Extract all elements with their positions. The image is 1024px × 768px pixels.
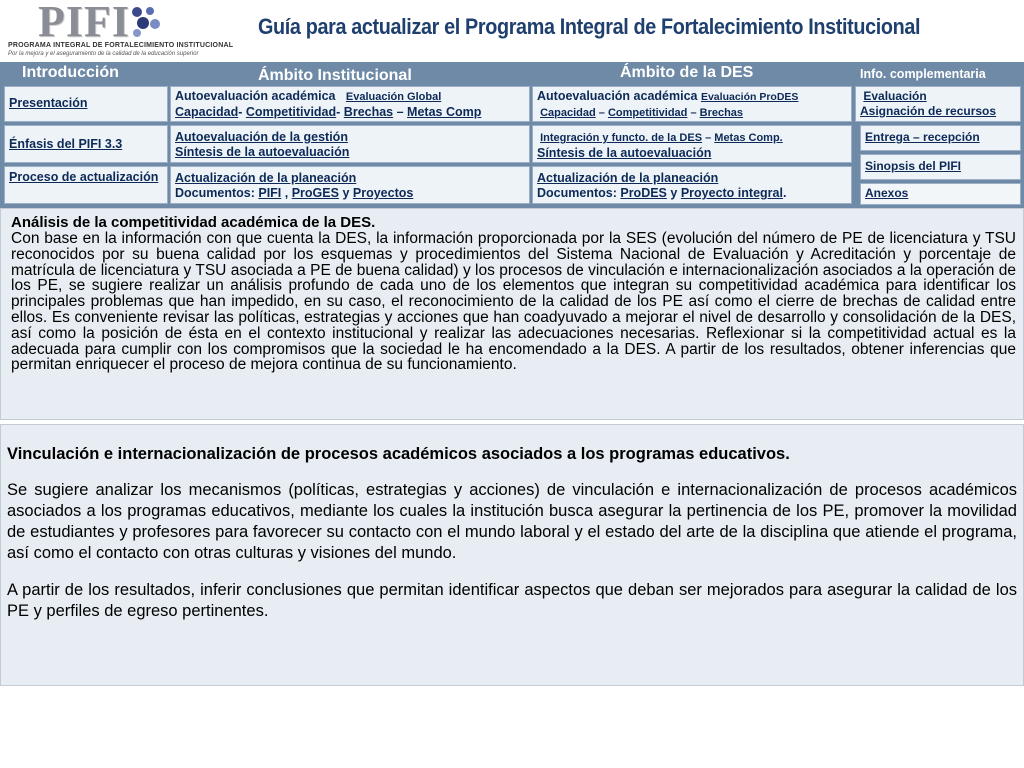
nav-inst-autoevaluacion: Autoevaluación académica Evaluación Global Capacidad- Competitividad- Brechas – Metas Comp [170,86,530,122]
logo-subtitle: PROGRAMA INTEGRAL DE FORTALECIMIENTO INSTITUCIONAL [8,42,234,49]
nav-header-info-complementaria[interactable]: Info. complementaria [860,67,986,81]
nav-info-evaluacion [855,86,1021,122]
competitividad-text: Con base en la información con que cuenta la DES, la información proporcionada por la SES (evolución del número de PE de licenciatura y TSU reconocidos por su buena calidad por los esquemas y procedimientos del Sistema Nacional de Evaluación y Acreditación y porcentaje de matrícula de licenciatura y TSU asociada a PE de buena calidad) y los procesos de vinculación e internacionalización asociados a la operación de los PE, se sugiere realizar un análisis profundo de cada uno de los elementos que integran su competitividad académica para identificar los principales problemas que han impedido, en su caso, el reconocimiento de la calidad de los PE así como el cierre de brechas de calidad entre ellos. Es conveniente revisar las políticas, estrategias y acciones que han coadyuvado a mejorar el nivel de desarrollo y consolidación de la DES, así como la posición de ésta en el contexto institucional y realizar las adecuaciones necesarias. Reflexionar si la competitividad actual es la adecuada para cumplir con los compromisos que la sociedad le ha encomendado a la DES. A partir de los resultados, obtener inferencias que permitan enriquecer el proceso de mejora continua de su funcionamiento. [11,230,1016,374]
inst-documentos-label: Documentos: [175,186,255,200]
inst-metas-link[interactable]: Metas Comp [407,105,482,119]
des-metas-link[interactable]: Metas Comp. [714,132,783,144]
des-brechas-link[interactable]: Brechas [699,107,744,119]
inst-eval-global-link[interactable]: Evaluación Global [345,91,442,103]
nav-info-sinopsis[interactable] [860,154,1021,180]
nav-info-anexos[interactable] [860,183,1021,205]
nav-header-ambito-institucional[interactable]: Ámbito Institucional [258,67,412,84]
des-capacidad-link[interactable]: Capacidad [540,107,596,119]
vinculacion-heading: Vinculación e internacionalización de procesos académicos asociados a los programas educativos. [7,445,790,463]
inst-doc-proyectos-link[interactable]: Proyectos [352,186,414,200]
inst-doc-and: y [342,186,350,200]
logo-word: PIFI [38,0,130,46]
des-competitividad-link[interactable]: Competitividad [607,107,688,119]
des-eval-prodes-link[interactable]: Evaluación ProDES [700,91,799,103]
header [0,0,1024,62]
info-evaluacion-link[interactable]: Evaluación [863,89,927,103]
inst-capacidad-link[interactable]: Capacidad [175,105,239,119]
inst-autoeval-label: Autoevaluación académica [175,89,336,103]
info-anexos-link[interactable]: Anexos [865,186,909,200]
des-doc-proyecto-link[interactable]: Proyecto integral [680,186,783,200]
competitividad-heading: Análisis de la competitividad académica de la DES. [11,214,376,231]
des-actualizacion-link[interactable]: Actualización de la planeación [537,171,719,185]
nav-inst-gestion [170,125,530,163]
des-doc-and: y [670,186,678,200]
nav-des-autoevaluacion: Autoevaluación académica Evaluación ProDES Capacidad – Competitividad – Brechas [532,86,852,122]
nav-presentacion[interactable] [4,86,168,122]
nav-header-ambito-des[interactable]: Ámbito de la DES [620,64,754,81]
vinculacion-section [0,424,1024,686]
nav-des-planeacion: Actualización de la planeación Documentos: ProDES y Proyecto integral. [532,166,852,204]
nav-header-introduccion[interactable]: Introducción [22,64,119,81]
nav-presentacion-label[interactable]: Presentación [9,96,88,110]
nav-inst-planeacion: Actualización de la planeación Documentos: PIFI , ProGES y Proyectos [170,166,530,204]
inst-competitividad-link[interactable]: Competitividad [245,105,337,119]
nav-info-entrega[interactable] [860,125,1021,151]
inst-sintesis-link[interactable]: Síntesis de la autoevaluación [175,145,350,159]
nav-enfasis[interactable] [4,125,168,163]
inst-doc-proges-link[interactable]: ProGES [291,186,339,200]
nav-enfasis-label[interactable]: Énfasis del PIFI 3.3 [9,137,123,151]
info-asignacion-link[interactable]: Asignación de recursos [860,104,997,118]
inst-brechas-link[interactable]: Brechas [343,105,394,119]
pifi-logo [2,0,234,60]
nav-des-integracion: Integración y functo. de la DES – Metas Comp. Síntesis de la autoevaluación [532,125,852,163]
des-integracion-link[interactable]: Integración y functo. de la DES [540,132,703,144]
competitividad-section [0,208,1024,420]
info-sinopsis-link[interactable]: Sinopsis del PIFI [865,159,962,173]
inst-autoeval-gestion-link[interactable]: Autoevaluación de la gestión [175,130,348,144]
des-sintesis-link[interactable]: Síntesis de la autoevaluación [537,146,712,160]
navigation-panel [0,62,1024,208]
nav-proceso-label[interactable]: Proceso de actualización [9,170,159,184]
page-title: Guía para actualizar el Programa Integral de Fortalecimiento Institucional [258,14,921,39]
inst-actualizacion-link[interactable]: Actualización de la planeación [175,171,357,185]
logo-tagline: Por la mejora y el aseguramiento de la calidad de la educación superior [8,51,199,57]
logo-dots-icon [128,4,162,40]
des-autoeval-label: Autoevaluación académica [537,89,698,103]
vinculacion-paragraph-1: Se sugiere analizar los mecanismos (políticas, estrategias y acciones) de vinculación e internacionalización de procesos académicos asociados a los programas educativos, mediante los cuales la institución busca asegurar la pertinencia de los PE, promover la movilidad de estudiantes y profesores para favorecer su contacto con el mundo laboral y el estado del arte de la disciplina que atiende el programa, así como el contacto con otras culturas y visiones del mundo. [7,481,1017,562]
vinculacion-paragraph-2: A partir de los resultados, inferir conclusiones que permitan identificar aspectos que deban ser mejorados para asegurar la calidad de los PE y perfiles de egreso pertinentes. [7,581,1017,620]
inst-doc-pifi-link[interactable]: PIFI [258,186,282,200]
des-doc-prodes-link[interactable]: ProDES [620,186,667,200]
info-entrega-link[interactable]: Entrega – recepción [865,130,980,144]
des-documentos-label: Documentos: [537,186,617,200]
nav-proceso[interactable] [4,166,168,204]
